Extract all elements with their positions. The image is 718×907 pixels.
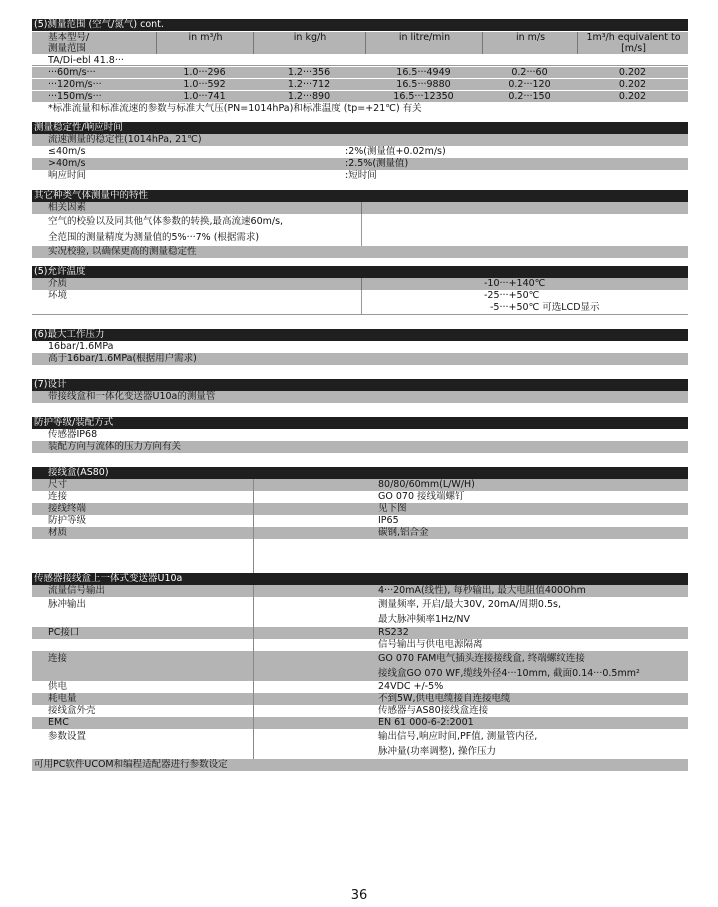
table-row [32,527,688,539]
spec-value: IP65 [378,515,399,526]
section-junction-box-title [32,467,688,479]
spec-label: 防护等级 [48,515,87,526]
section-measurement-range-title: (5)测量范围 (空气/氮气) cont. [32,19,688,31]
col-header-m3h: in m³/h [156,32,254,54]
stability-row [32,134,688,146]
col-header-model: 基本型号/ 测量范围 [48,32,90,54]
stability-value: :2.5%(测量值) [345,158,409,169]
table-row [32,717,688,729]
design-value: 带接线盒和一体化变送器U10a的测量管 [48,391,216,402]
stability-range: >40m/s [48,158,86,169]
section-other-gases-title: 其它种类气体测量中的特性 [32,190,688,202]
pressure-row [32,353,688,365]
ms-cell: 0.2···120 [508,79,551,90]
temperature-label: 介质 [48,278,68,289]
table-row [32,651,688,666]
section-stability-title: 测量稳定性/响应时间 [32,122,688,134]
table-row [32,729,688,744]
spec-label: 参数设置 [48,731,87,742]
table-row [32,585,688,597]
spec-label: EMC [48,717,69,728]
table-header-row [32,31,688,54]
spec-label [32,666,48,681]
spec-label: 耗电量 [48,693,77,704]
transmitter-table [32,585,688,759]
m3h-cell: 1.0···296 [183,67,226,78]
response-time-label: 响应时间 [48,170,87,181]
table-row [32,744,688,759]
spec-value: GO 070 接线端螺钉 [378,491,465,502]
table-row [32,515,688,527]
equivalent-cell: 0.202 [618,91,647,102]
measurement-range-table [32,31,688,114]
section-transmitter-title: 传感器接线盒上一体式变送器U10a [32,573,688,585]
junction-box-title-text: 接线盒(AS80) [48,467,109,478]
spec-label: 连接 [48,491,68,502]
table-row [32,90,688,102]
range-cell: ···120m/s··· [48,79,102,90]
other-gases-row [32,202,688,214]
spec-label: 流量信号输出 [48,585,106,596]
stability-row [32,158,688,170]
temperature-label: 环境 [48,290,68,301]
transmitter-footer: 可用PC软件UCOM和编程适配器进行参数设定 [34,759,228,770]
kgh-cell: 1.2···712 [287,79,331,90]
spec-value: 脉冲量(功率调整), 操作压力 [378,746,496,757]
temperature-value: -5···+50℃ 可选LCD显示 [490,302,600,313]
table-row [32,705,688,717]
lmin-cell: 16.5···9880 [396,79,451,90]
spec-label [32,612,48,627]
lmin-cell: 16.5···4949 [396,67,451,78]
response-time-value: :短时间 [345,170,377,181]
table-row [32,681,688,693]
pressure-value: 16bar/1.6MPa [48,341,114,352]
section-design-title: (7)设计 [32,379,688,391]
spec-value: 碳钢,铝合金 [378,527,429,538]
protection-row [32,429,688,441]
spec-label: 材质 [48,527,68,538]
design-row [32,391,688,403]
temperature-row [32,278,688,290]
other-gases-row [32,214,688,230]
stability-label: 流速测量的稳定性(1014hPa, 21℃) [48,134,202,145]
section-protection-title: 防护等级/装配方式 [32,417,688,429]
spec-value: 信号输出与供电电源隔离 [378,639,483,650]
protection-row [32,441,688,453]
response-time-row [32,170,688,182]
spec-value: 见下图 [378,503,407,514]
model-row [32,54,688,66]
page-number: 36 [350,888,368,903]
col-header-equivalent: 1m³/h equivalent to [m/s] [577,32,688,54]
standard-conditions-note-row [32,102,688,114]
pressure-value: 高于16bar/1.6MPa(根据用户需求) [48,353,197,364]
spec-value: 不到5W,供电电缆接自连接电缆 [378,693,511,704]
spec-label: 脉冲输出 [48,599,87,610]
spec-value: RS232 [378,627,409,638]
spec-label [32,639,48,651]
temperature-value: -10···+140℃ [484,278,546,289]
protection-value: 传感器IP68 [48,429,98,440]
other-gases-row [32,246,688,258]
ms-cell: 0.2···60 [511,67,548,78]
spec-value: 接线盒GO 070 WF,缆线外径4···10mm, 截面0.14···0.5mm² [378,668,640,679]
table-row [32,479,688,491]
spec-value: 最大脉冲频率1Hz/NV [378,614,470,625]
ms-cell: 0.2···150 [508,91,551,102]
range-cell: ···150m/s··· [48,91,102,102]
spec-label: PC接口 [48,627,80,638]
other-gases-text: 实况校验, 以确保更高的测量稳定性 [48,246,197,257]
range-cell: ···60m/s··· [48,67,96,78]
m3h-cell: 1.0···592 [183,79,226,90]
junction-box-table [32,479,688,573]
spec-label: 接线盒外壳 [48,705,96,716]
table-row [32,78,688,90]
spec-value: EN 61 000-6-2:2001 [378,717,474,728]
spec-label: 供电 [48,681,68,692]
section-pressure-title: (6)最大工作压力 [32,329,688,341]
table-row [32,612,688,627]
spec-value: 4···20mA(线性), 每秒输出, 最大电阻值400Ohm [378,585,586,596]
spec-value: 传感器与AS80接线盒连接 [378,705,489,716]
temperature-row [32,302,688,315]
spec-value: 输出信号,响应时间,PF值, 测量管内径, [378,731,538,742]
stability-row [32,146,688,158]
standard-conditions-note: *标准流量和标准流速的参数与标准大气压(PN=1014hPa)和标准温度 (tp=+21℃) 有关 [48,103,422,114]
col-header-ms: in m/s [482,32,578,54]
equivalent-cell: 0.202 [618,67,647,78]
table-row [32,597,688,612]
temperature-value: -25···+50℃ [484,290,540,301]
model-name: TA/Di-ebl 41.8··· [48,55,124,65]
stability-value: :2%(测量值+0.02m/s) [345,146,446,157]
col-header-kgh: in kg/h [253,32,366,54]
col-header-lmin: in litre/min [365,32,483,54]
table-row [32,666,688,681]
stability-range: ≤40m/s [48,146,86,157]
lmin-cell: 16.5···12350 [393,91,454,102]
spec-value: 测量频率, 开启/最大30V, 20mA/周期0.5s, [378,599,561,610]
equivalent-cell: 0.202 [618,79,647,90]
table-row [32,693,688,705]
spec-value: GO 070 FAM电气插头连接接线盒, 终端螺纹连接 [378,653,585,664]
spec-label: 接线终端 [48,503,87,514]
other-gases-text: 全范围的测量精度为测量值的5%···7% (根据需求) [48,232,260,243]
table-row [32,491,688,503]
table-row [32,66,688,78]
table-row [32,639,688,651]
spec-label: 尺寸 [48,479,68,490]
spec-value: 80/80/60mm(L/W/H) [378,479,475,490]
kgh-cell: 1.2···890 [287,91,331,102]
kgh-cell: 1.2···356 [287,67,331,78]
spec-value: 24VDC +/-5% [378,681,444,692]
other-gases-row [32,230,688,246]
table-row [32,503,688,515]
m3h-cell: 1.0···741 [183,91,226,102]
temperature-row [32,290,688,302]
other-gases-text: 空气的校验以及同其他气体参数的转换,最高流速60m/s, [48,216,284,227]
other-gases-text: 相关因素 [48,202,87,213]
spec-label [32,744,48,759]
protection-value: 装配方向与流体的压力方向有关 [48,441,182,452]
datasheet-page [32,19,688,771]
transmitter-footer-row [32,759,688,771]
spec-label: 连接 [48,653,68,664]
pressure-row [32,341,688,353]
table-row [32,627,688,639]
section-temperature-title: (5)允许温度 [32,266,688,278]
